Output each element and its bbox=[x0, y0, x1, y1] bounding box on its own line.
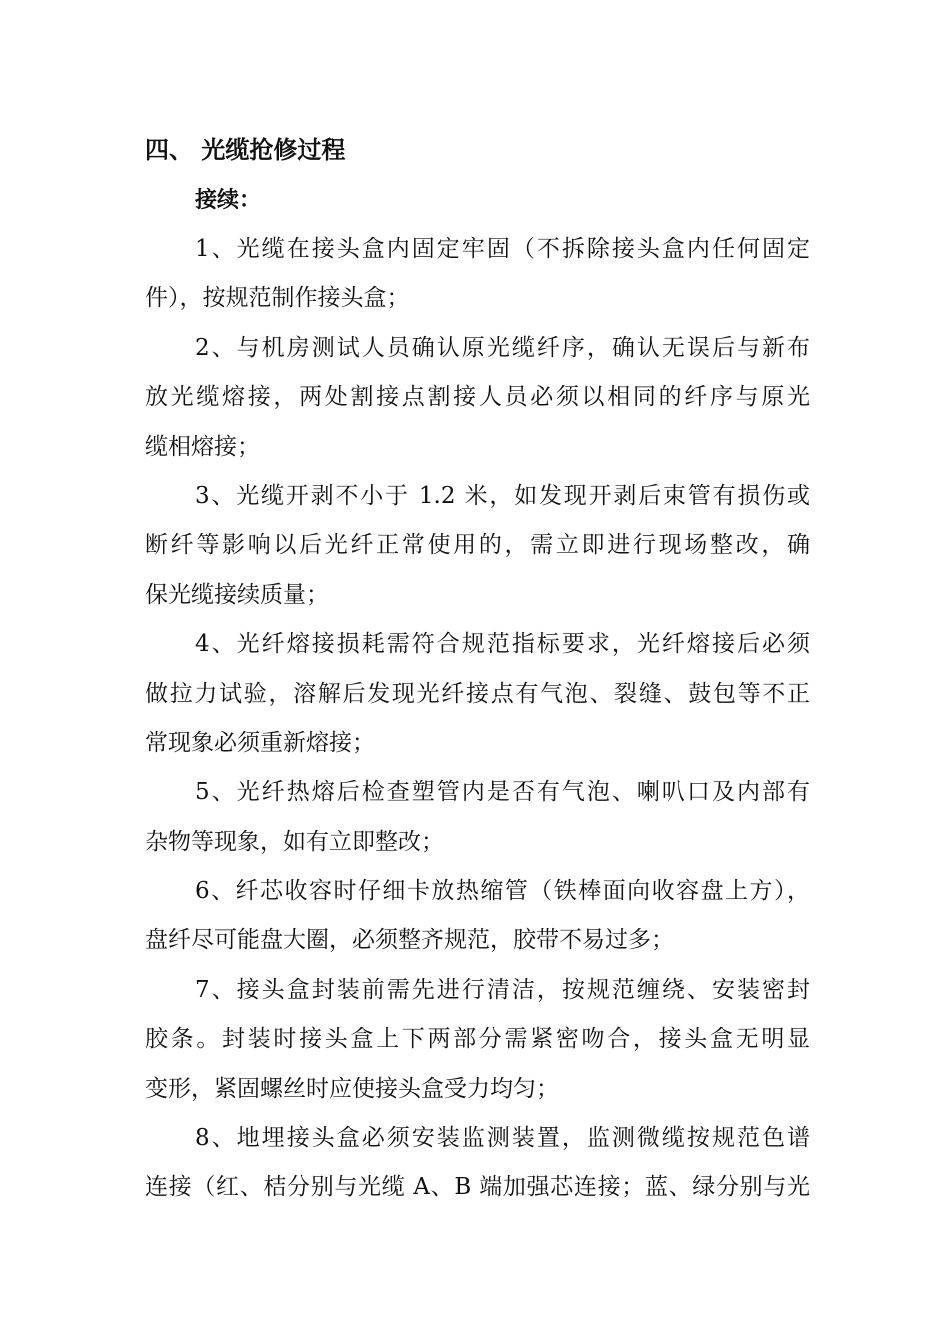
text-line: 保光缆接续质量； bbox=[145, 581, 329, 608]
text-line: 2、与机房测试人员确认原光缆纤序，确认无误后与新布 bbox=[195, 334, 810, 361]
paragraph-3 bbox=[145, 476, 810, 624]
paragraph-2 bbox=[145, 328, 810, 476]
text-line: 盘纤尽可能盘大圈，必须整齐规范，胶带不易过多； bbox=[145, 927, 674, 954]
paragraph-1 bbox=[145, 229, 810, 328]
text-line: 5、光纤热熔后检查塑管内是否有气泡、喇叭口及内部有 bbox=[195, 779, 810, 806]
paragraph-4 bbox=[145, 624, 810, 772]
text-line: 变形，紧固螺丝时应使接头盒受力均匀； bbox=[145, 1075, 559, 1102]
paragraph-5 bbox=[145, 772, 810, 871]
section-title: 四、 光缆抢修过程 bbox=[145, 135, 346, 164]
paragraph-7 bbox=[145, 970, 810, 1118]
text-line: 3、光缆开剥不小于 1.2 米，如发现开剥后束管有损伤或 bbox=[195, 482, 810, 509]
text-line: 杂物等现象，如有立即整改； bbox=[145, 828, 444, 855]
text-line: 8、地埋接头盒必须安装监测装置，监测微缆按规范色谱 bbox=[195, 1125, 810, 1152]
subheading: 接续： bbox=[195, 187, 262, 213]
text-line: 做拉力试验，溶解后发现光纤接点有气泡、裂缝、鼓包等不正 bbox=[145, 680, 810, 707]
text-line: 4、光纤熔接损耗需符合规范指标要求，光纤熔接后必须 bbox=[195, 631, 810, 658]
text-line: 连接（红、桔分别与光缆 A、B 端加强芯连接；蓝、绿分别与光 bbox=[145, 1174, 810, 1201]
text-line: 1、光缆在接头盒内固定牢固（不拆除接头盒内任何固定 bbox=[195, 236, 810, 262]
text-line: 6、纤芯收容时仔细卡放热缩管（铁棒面向收容盘上方）， bbox=[195, 878, 810, 905]
text-line: 缆相熔接； bbox=[145, 433, 260, 460]
text-line: 常现象必须重新熔接； bbox=[145, 729, 375, 756]
paragraph-6 bbox=[145, 871, 810, 970]
text-line: 放光缆熔接，两处割接点割接人员必须以相同的纤序与原光 bbox=[145, 384, 810, 411]
text-line: 断纤等影响以后光纤正常使用的，需立即进行现场整改，确 bbox=[145, 532, 810, 559]
text-line: 胶条。封装时接头盒上下两部分需紧密吻合，接头盒无明显 bbox=[145, 1026, 810, 1053]
text-line: 7、接头盒封装前需先进行清洁，按规范缠绕、安装密封 bbox=[195, 976, 810, 1003]
paragraph-8 bbox=[145, 1118, 810, 1217]
body-text bbox=[145, 229, 810, 1217]
text-line: 件），按规范制作接头盒； bbox=[145, 285, 410, 312]
